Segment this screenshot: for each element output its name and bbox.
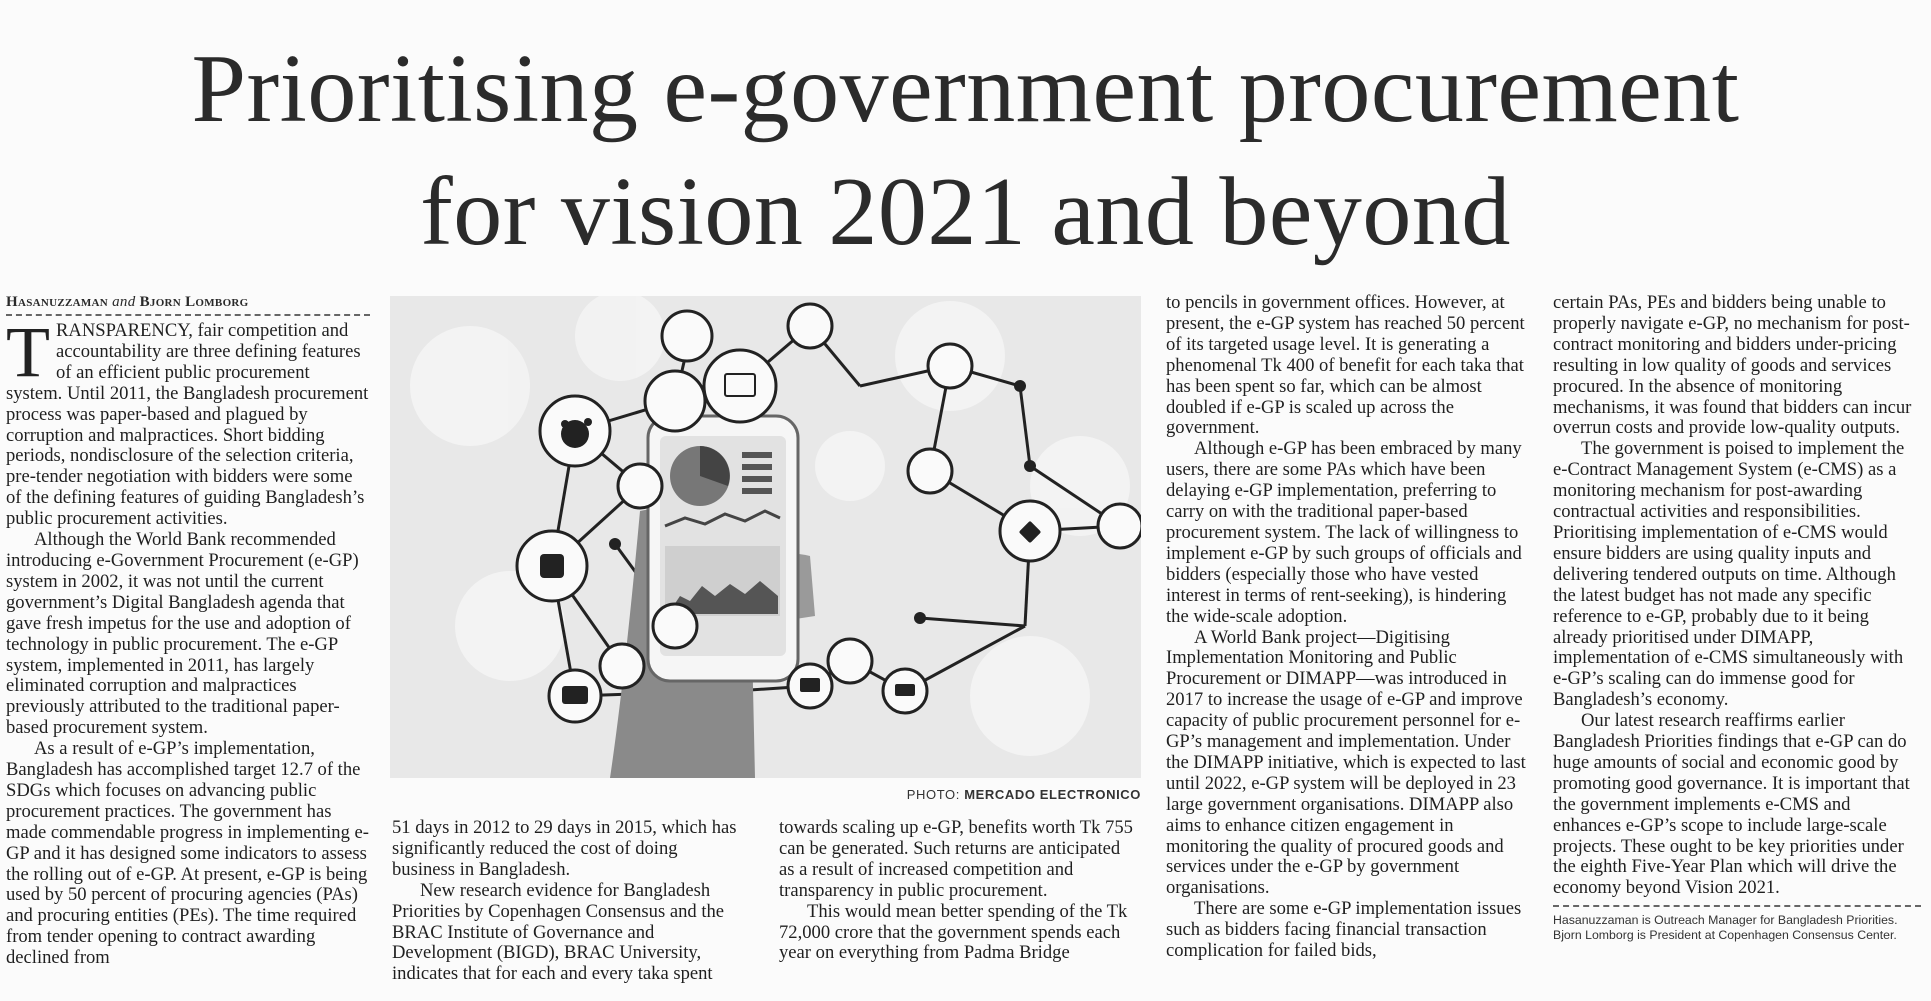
paragraph: As a result of e-GP’s implementation, Bangladesh has accomplished target 12.7 of the SDGs which focuses on advancing public procurement practices. The government has made commendable progress in implementing e-GP and it has designed some indicators to assess the rolling out of e-GP. At present, e-GP is being used by 50 percent of procuring agencies (PAs) and procuring entities (PEs). The time required from tender opening to contract awarding declined from — [6, 738, 369, 969]
photo-credit: PHOTO: MERCADO ELECTRONICO — [906, 787, 1141, 802]
headline-line-1: Prioritising e-government procurement — [191, 35, 1740, 143]
paragraph: New research evidence for Bangladesh Priorities by Copenhagen Consensus and the BRAC Institute of Governance and Development (BIGD), BRAC University, indicates that for each and every taka spent — [392, 879, 725, 985]
search-qr-icon — [645, 371, 705, 431]
document-search-icon — [1098, 504, 1141, 548]
byline — [6, 292, 370, 316]
article-column-5 — [1553, 293, 1921, 942]
cargo-ship-icon — [662, 311, 712, 361]
paragraph: Although the World Bank recommended introducing e-Government Procurement (e-GP) system in 2002, it was not until the current government’s Digital Bangladesh agenda that gave fresh impetus for the use and adoption of technology in public procurement. The e-GP system, implemented in 2011, has largely eliminated corruption and malpractices previously attributed to the traditional paper-based procurement system. — [6, 529, 359, 739]
growth-chart-icon — [618, 464, 662, 508]
author-1: Hasanuzzaman — [6, 294, 109, 310]
headline-line-2: for vision 2021 and beyond — [420, 158, 1511, 266]
byline-and: and — [112, 294, 136, 310]
ice-cream-icon — [928, 344, 972, 388]
author-2: Bjorn Lomborg — [139, 294, 249, 310]
drop-cap: T — [6, 312, 50, 392]
paragraph: Our latest research reaffirms earlier Bangladesh Priorities findings that e-GP can do huge amounts of social and economic good by promoting good governance. It is important that the government implements e-CMS and enhances e-GP’s scope to include large-scale projects. These ought to be key priorities under the eighth Five-Year Plan which will drive the economy beyond Vision 2021. — [1553, 710, 1910, 899]
paragraph: to pencils in government offices. However, at present, the e-GP system has reached 50 percent of its targeted usage level. It is generating a phenomenal Tk 400 of benefit for each taka that has been spent so far, which can be almost doubled if e-GP is scaled up across the government. — [1166, 292, 1525, 439]
shopping-cart-icon — [828, 639, 872, 683]
paragraph: towards scaling up e-GP, benefits worth Tk 755 can be generated. Such returns are anticipated as a result of increased competition and transparency in public procurement. — [779, 817, 1133, 901]
network-illustration — [390, 296, 1141, 778]
monitor-chart-icon — [704, 350, 776, 422]
author-bio: Hasanuzzaman is Outreach Manager for Bangladesh Priorities. Bjorn Lomborg is President at Copenhagen Consensus Center. — [1553, 905, 1921, 942]
robot-arm-icon — [600, 644, 644, 688]
paragraph: 51 days in 2012 to 29 days in 2015, which has significantly reduced the cost of doing business in Bangladesh. — [392, 817, 737, 880]
paragraph: Although e-GP has been embraced by many users, there are some PAs which have been delaying e-GP implementation, preferring to carry on with the traditional paper-based procurement system. The lack of willingness to implement e-GP by such groups of officials and bidders (especially those who have vested interest in terms of rent-seeking), is hindering the wide-scale adoption. — [1166, 438, 1522, 627]
photo-credit-source: MERCADO ELECTRONICO — [964, 787, 1141, 802]
paragraph: certain PAs, PEs and bidders being unable to properly navigate e-GP, no mechanism for post-contract monitoring and bidders under-pricing resulting in low quality of goods and services procured. In the absence of monitoring mechanisms, it was found that bidders can incur overrun costs and provide low-quality outputs. — [1553, 292, 1912, 439]
article-column-4 — [1166, 293, 1530, 962]
paragraph: This would mean better spending of the Tk 72,000 crore that the government spends each year on everything from Padma Bridge — [779, 900, 1128, 964]
document-add-icon — [653, 604, 697, 648]
article-column-2 — [392, 818, 738, 985]
article-column-1 — [6, 292, 370, 969]
paragraph: TRANSPARENCY, fair competition and accountability are three defining features of an efficient public procurement system. Until 2011, the Bangladesh procurement process was paper-based and plagued by corruption and malpractices. Short bidding periods, nondisclosure of the selection criteria, pre-tender negotiation with bidders were some of the defining features of guiding Bangladesh’s public procurement activities. — [6, 312, 369, 530]
paragraph: A World Bank project—Digitising Implementation Monitoring and Public Procurement or DIMAPP—was introduced in 2017 to increase the usage of e-GP and improve capacity of public procurement personnel for e-GP’s management and implementation. Under the DIMAPP initiative, which is expected to last until 2022, e-GP system will be deployed in 23 large government organisations. DIMAPP also aims to enhance citizen engagement in monitoring the quality of procured goods and services under the e-GP by government organisations. — [1166, 626, 1526, 899]
paragraph: The government is poised to implement the e-Contract Management System (e-CMS) as a monitoring mechanism for post-awarding contractual activities and responsibilities. Prioritising implementation of e-CMS would ensure bidders are using quality inputs and delivering tendered outputs on time. Although the latest budget has not made any specific reference to e-GP, probably due to it being already prioritised under DIMAPP, implementation of e-CMS simultaneously with e-GP’s scaling can do immense good for Bangladesh’s economy. — [1553, 438, 1905, 711]
paragraph: There are some e-GP implementation issues such as bidders facing financial transaction complication for failed bids, — [1166, 898, 1522, 962]
phone-icon — [908, 449, 952, 493]
article-column-3 — [779, 818, 1135, 964]
database-icon — [788, 304, 832, 348]
article-photo — [390, 296, 1141, 778]
